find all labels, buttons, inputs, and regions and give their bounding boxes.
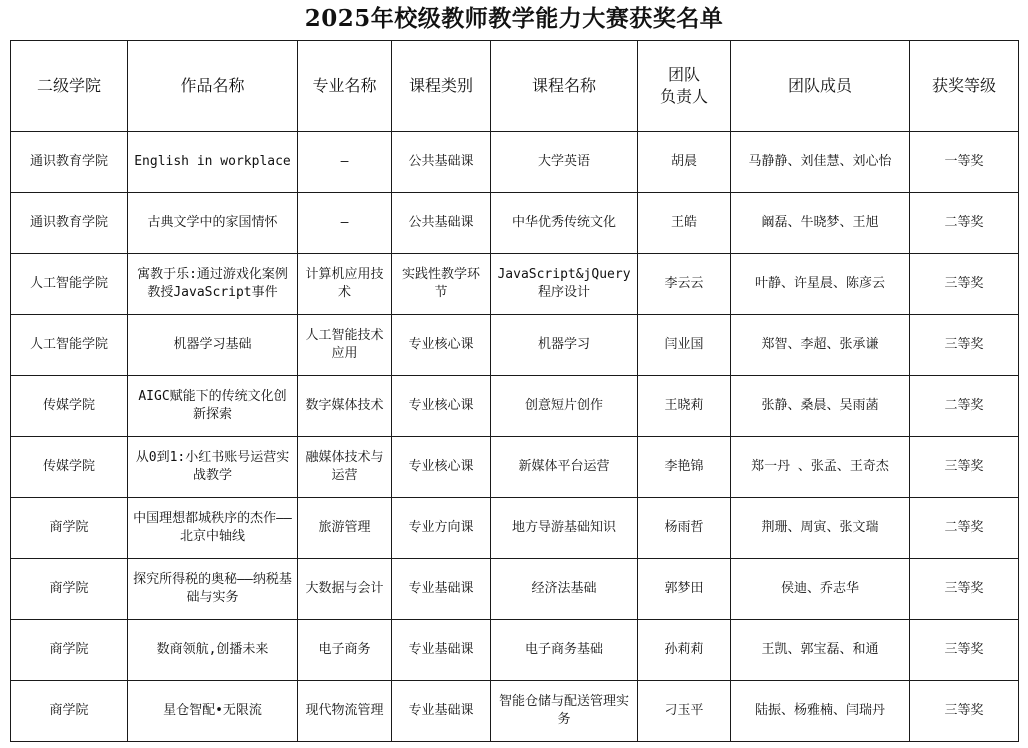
cell-work-title: 从0到1:小红书账号运营实战教学 bbox=[128, 437, 298, 498]
cell-award-level: 三等奖 bbox=[910, 681, 1019, 742]
cell-team-members: 张静、桑晨、吴雨菡 bbox=[731, 376, 910, 437]
cell-team-members: 郑一丹 、张孟、王奇杰 bbox=[731, 437, 910, 498]
cell-team-leader: 刁玉平 bbox=[638, 681, 731, 742]
cell-course-name: 中华优秀传统文化 bbox=[491, 193, 638, 254]
cell-award-level: 三等奖 bbox=[910, 315, 1019, 376]
cell-college: 通识教育学院 bbox=[11, 193, 128, 254]
table-row bbox=[11, 254, 1019, 315]
cell-team-leader: 胡晨 bbox=[638, 132, 731, 193]
cell-major: – bbox=[298, 132, 392, 193]
cell-course-category: 专业基础课 bbox=[392, 620, 491, 681]
cell-award-level: 三等奖 bbox=[910, 620, 1019, 681]
cell-major: 大数据与会计 bbox=[298, 559, 392, 620]
cell-college: 人工智能学院 bbox=[11, 315, 128, 376]
cell-award-level: 三等奖 bbox=[910, 254, 1019, 315]
cell-course-name: 智能仓储与配送管理实务 bbox=[491, 681, 638, 742]
cell-course-category: 公共基础课 bbox=[392, 193, 491, 254]
cell-team-leader: 王皓 bbox=[638, 193, 731, 254]
cell-team-leader: 杨雨哲 bbox=[638, 498, 731, 559]
header-work-title: 作品名称 bbox=[128, 41, 298, 132]
cell-major: 现代物流管理 bbox=[298, 681, 392, 742]
cell-major: 人工智能技术应用 bbox=[298, 315, 392, 376]
cell-team-members: 王凯、郭宝磊、和通 bbox=[731, 620, 910, 681]
cell-award-level: 三等奖 bbox=[910, 559, 1019, 620]
cell-course-category: 专业基础课 bbox=[392, 681, 491, 742]
header-award-level: 获奖等级 bbox=[910, 41, 1019, 132]
cell-team-leader: 李艳锦 bbox=[638, 437, 731, 498]
header-course-category: 课程类别 bbox=[392, 41, 491, 132]
cell-team-leader: 王晓莉 bbox=[638, 376, 731, 437]
cell-course-category: 实践性教学环节 bbox=[392, 254, 491, 315]
cell-team-leader: 闫业国 bbox=[638, 315, 731, 376]
cell-college: 人工智能学院 bbox=[11, 254, 128, 315]
cell-course-name: 电子商务基础 bbox=[491, 620, 638, 681]
table-row bbox=[11, 132, 1019, 193]
table-row bbox=[11, 437, 1019, 498]
cell-course-category: 专业核心课 bbox=[392, 376, 491, 437]
cell-team-members: 侯迪、乔志华 bbox=[731, 559, 910, 620]
cell-course-name: 大学英语 bbox=[491, 132, 638, 193]
table-row bbox=[11, 193, 1019, 254]
cell-team-members: 马静静、刘佳慧、刘心怡 bbox=[731, 132, 910, 193]
header-team-leader: 团队 负责人 bbox=[638, 41, 731, 132]
cell-course-category: 专业方向课 bbox=[392, 498, 491, 559]
cell-work-title: 寓教于乐:通过游戏化案例教授JavaScript事件 bbox=[128, 254, 298, 315]
cell-work-title: 探究所得税的奥秘——纳税基础与实务 bbox=[128, 559, 298, 620]
cell-team-members: 陆振、杨雅楠、闫瑞丹 bbox=[731, 681, 910, 742]
table-row bbox=[11, 681, 1019, 742]
cell-college: 传媒学院 bbox=[11, 376, 128, 437]
table-row bbox=[11, 620, 1019, 681]
cell-course-category: 专业核心课 bbox=[392, 315, 491, 376]
cell-college: 传媒学院 bbox=[11, 437, 128, 498]
header-major: 专业名称 bbox=[298, 41, 392, 132]
cell-team-members: 阚磊、牛晓梦、王旭 bbox=[731, 193, 910, 254]
cell-college: 商学院 bbox=[11, 681, 128, 742]
cell-award-level: 三等奖 bbox=[910, 437, 1019, 498]
cell-major: 旅游管理 bbox=[298, 498, 392, 559]
cell-work-title: 机器学习基础 bbox=[128, 315, 298, 376]
cell-course-name: 机器学习 bbox=[491, 315, 638, 376]
page-title: 2025年校级教师教学能力大赛获奖名单 bbox=[304, 5, 724, 32]
cell-work-title: 星仓智配•无限流 bbox=[128, 681, 298, 742]
cell-award-level: 二等奖 bbox=[910, 193, 1019, 254]
cell-college: 商学院 bbox=[11, 498, 128, 559]
header-row bbox=[11, 41, 1019, 132]
cell-team-leader: 孙莉莉 bbox=[638, 620, 731, 681]
cell-work-title: 中国理想都城秩序的杰作——北京中轴线 bbox=[128, 498, 298, 559]
table-row bbox=[11, 376, 1019, 437]
cell-course-name: 地方导游基础知识 bbox=[491, 498, 638, 559]
cell-team-leader: 李云云 bbox=[638, 254, 731, 315]
cell-college: 通识教育学院 bbox=[11, 132, 128, 193]
cell-course-name: 经济法基础 bbox=[491, 559, 638, 620]
cell-course-category: 专业核心课 bbox=[392, 437, 491, 498]
table-row bbox=[11, 498, 1019, 559]
cell-work-title: AIGC赋能下的传统文化创新探索 bbox=[128, 376, 298, 437]
table-row bbox=[11, 559, 1019, 620]
cell-team-leader: 郭梦田 bbox=[638, 559, 731, 620]
cell-award-level: 二等奖 bbox=[910, 498, 1019, 559]
cell-major: – bbox=[298, 193, 392, 254]
cell-major: 融媒体技术与运营 bbox=[298, 437, 392, 498]
cell-college: 商学院 bbox=[11, 559, 128, 620]
cell-college: 商学院 bbox=[11, 620, 128, 681]
cell-major: 电子商务 bbox=[298, 620, 392, 681]
cell-course-name: JavaScript&jQuery程序设计 bbox=[491, 254, 638, 315]
cell-major: 数字媒体技术 bbox=[298, 376, 392, 437]
cell-course-name: 创意短片创作 bbox=[491, 376, 638, 437]
header-team-members: 团队成员 bbox=[731, 41, 910, 132]
cell-work-title: English in workplace bbox=[128, 132, 298, 193]
cell-course-name: 新媒体平台运营 bbox=[491, 437, 638, 498]
award-table bbox=[10, 40, 1019, 742]
cell-award-level: 二等奖 bbox=[910, 376, 1019, 437]
cell-team-members: 荆珊、周寅、张文瑞 bbox=[731, 498, 910, 559]
table-row bbox=[11, 315, 1019, 376]
cell-work-title: 数商领航,创播未来 bbox=[128, 620, 298, 681]
header-course-name: 课程名称 bbox=[491, 41, 638, 132]
cell-team-members: 叶静、许星晨、陈彦云 bbox=[731, 254, 910, 315]
cell-team-members: 郑智、李超、张承谦 bbox=[731, 315, 910, 376]
cell-award-level: 一等奖 bbox=[910, 132, 1019, 193]
cell-work-title: 古典文学中的家国情怀 bbox=[128, 193, 298, 254]
cell-major: 计算机应用技术 bbox=[298, 254, 392, 315]
cell-course-category: 公共基础课 bbox=[392, 132, 491, 193]
cell-course-category: 专业基础课 bbox=[392, 559, 491, 620]
header-college: 二级学院 bbox=[11, 41, 128, 132]
